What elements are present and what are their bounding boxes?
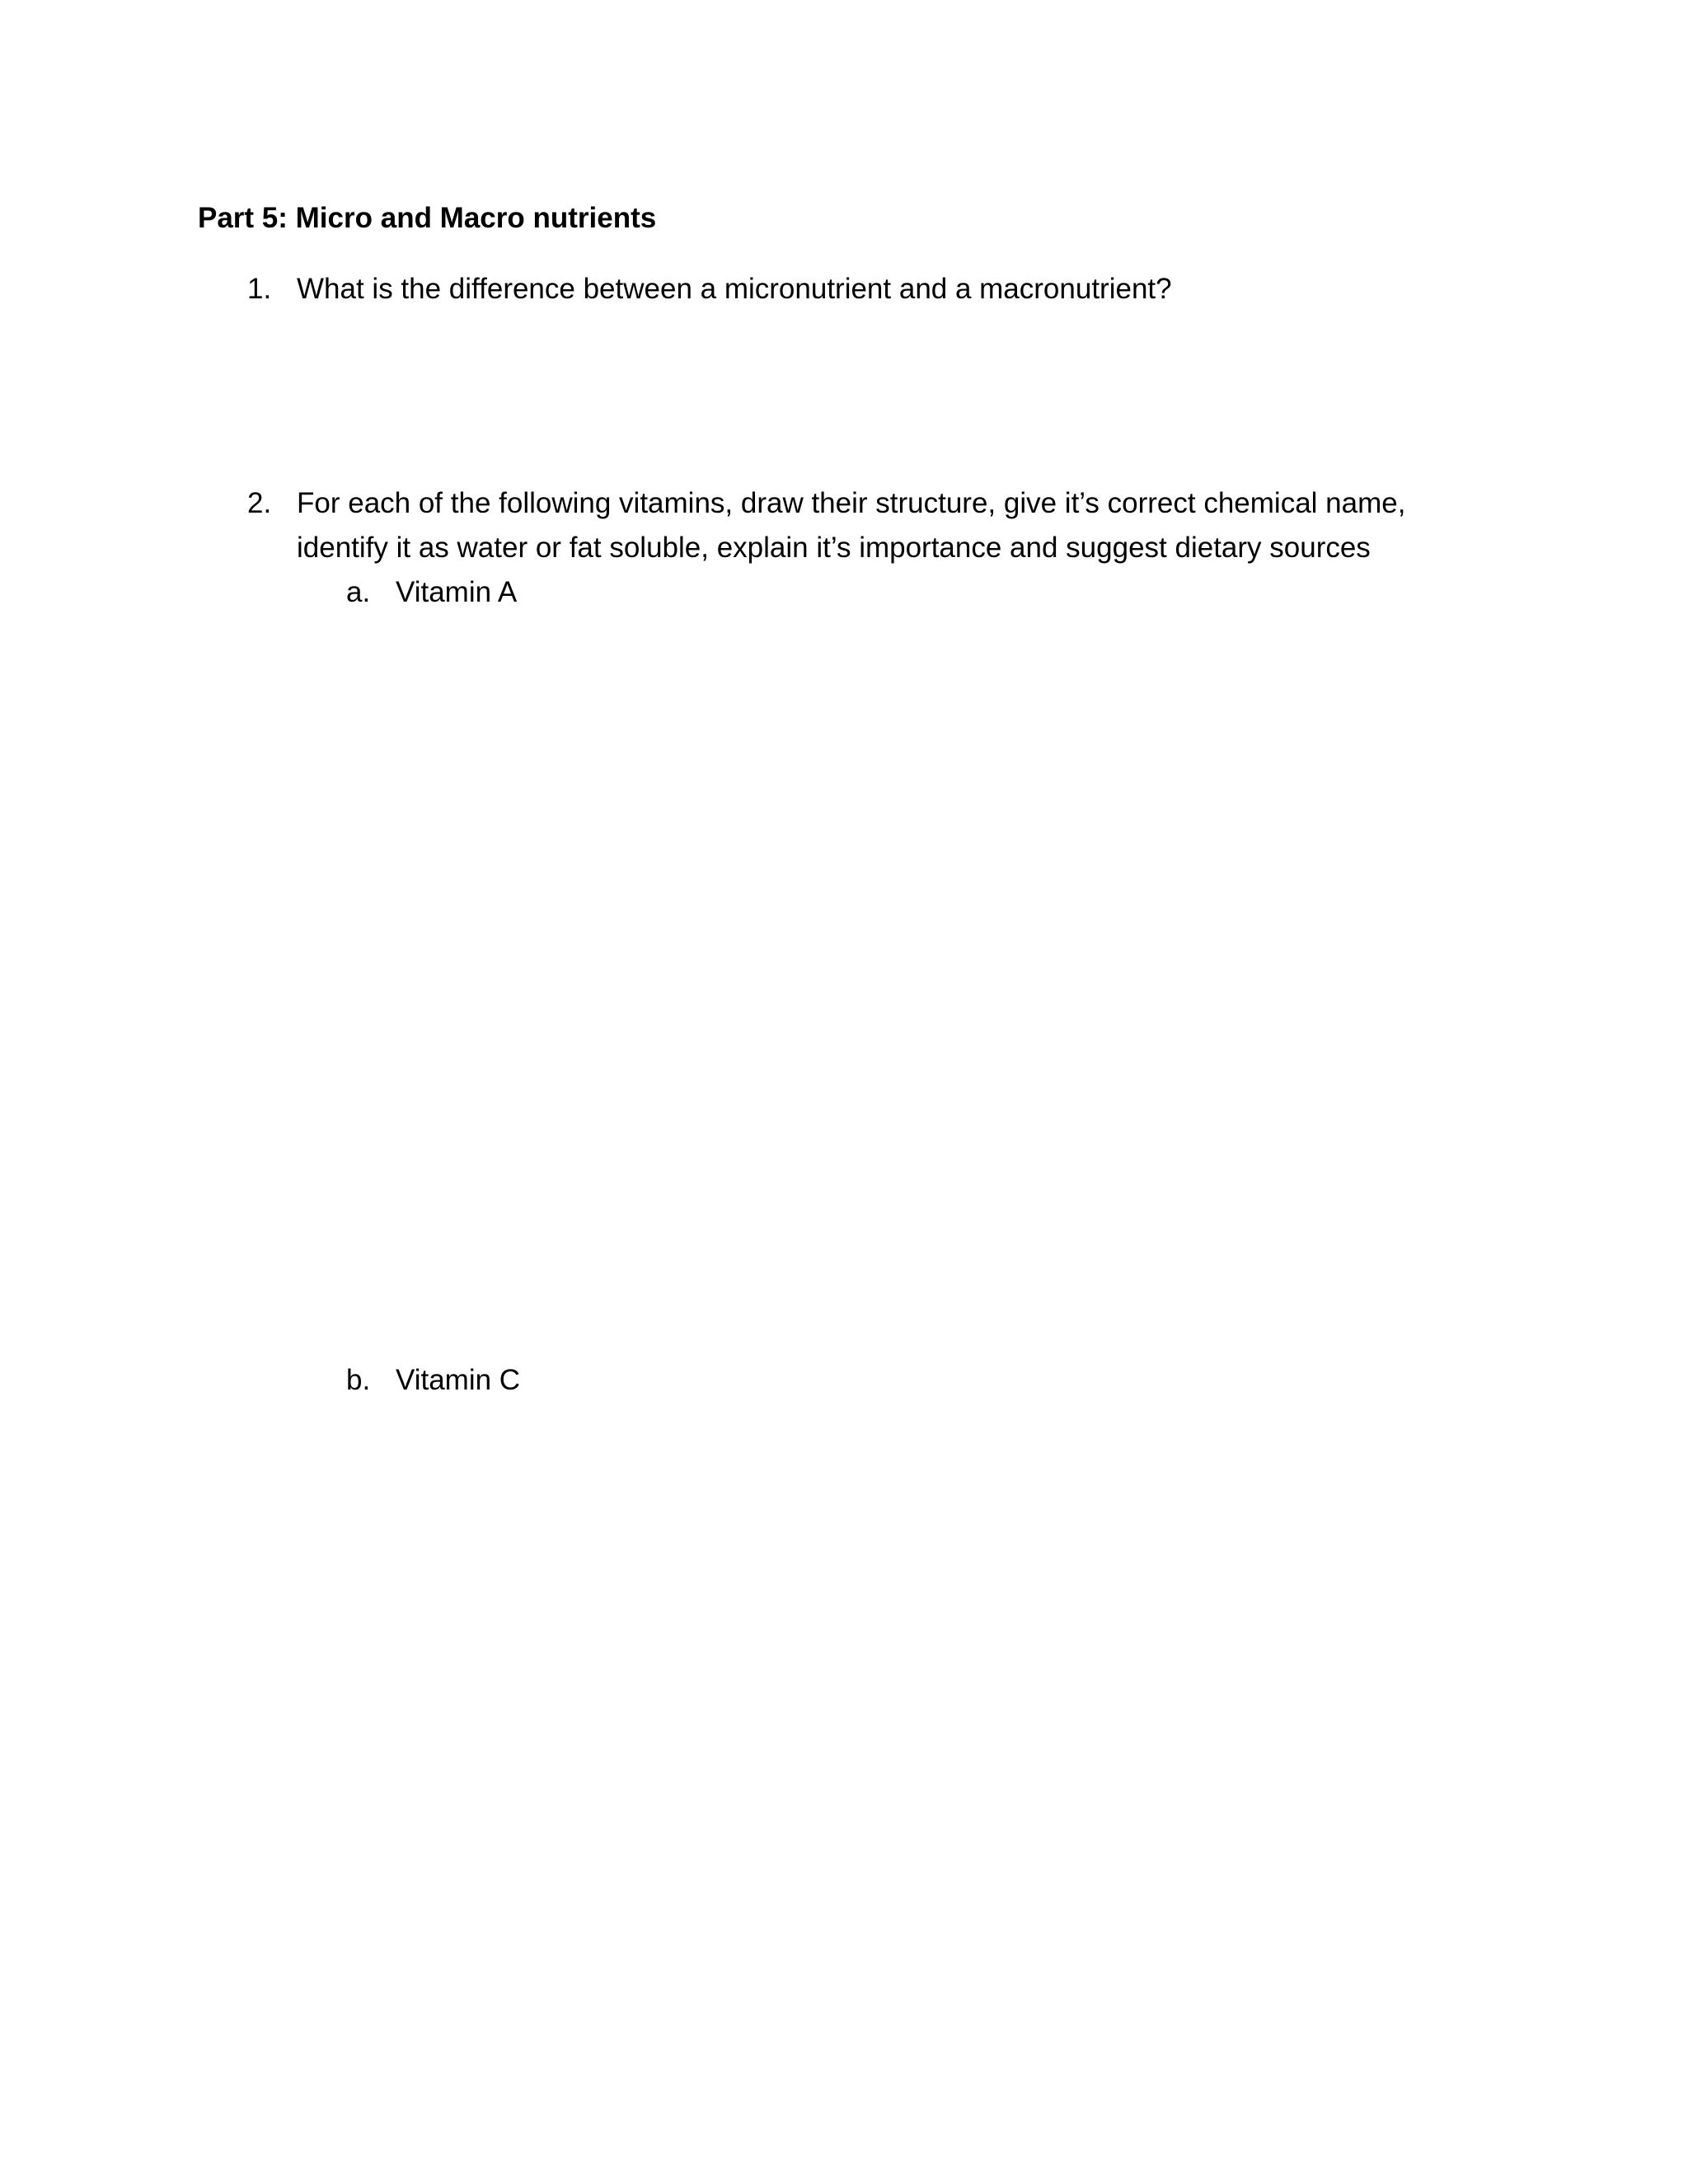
question-1-text: What is the difference between a micronutrient and a macronutrient? [297,273,1172,305]
subitem-a-text: Vitamin A [396,576,518,608]
subitem-b-text: Vitamin C [396,1364,521,1396]
subitem-b-letter: b. [346,1364,371,1396]
question-2-text: For each of the following vitamins, draw their structure, give it’s correct chemical name, identify it as water or fat soluble, explain it’s importance and suggest dietary sources [297,487,1406,564]
subitem-a-letter: a. [346,576,371,608]
section-heading: Part 5: Micro and Macro nutrients [198,202,657,234]
question-1-number: 1. [247,273,272,305]
question-2-number: 2. [247,487,272,519]
